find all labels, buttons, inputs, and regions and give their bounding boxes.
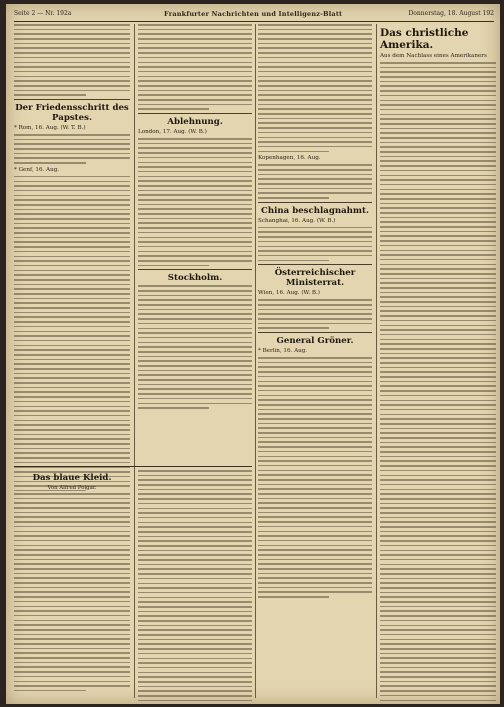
dateline: Wien, 16. Aug. (W. B.) [258, 290, 320, 297]
article-headline: General Gröner. [276, 336, 354, 347]
dateline: * Genf, 16. Aug. [14, 166, 60, 173]
feuilleton-rule [14, 466, 252, 467]
newspaper-title: Frankfurter Nachrichten und Intelligenz-Blatt [164, 10, 343, 18]
text-block [14, 24, 130, 96]
masthead [14, 7, 494, 22]
text-block [138, 138, 252, 266]
column-3 [258, 24, 372, 700]
text-block [258, 24, 372, 152]
article-headline: Stockholm. [167, 273, 223, 284]
dateline: Schanghai, 16. Aug. (W. B.) [258, 217, 336, 224]
feuilleton-headline: Das blaue Kleid. [32, 473, 112, 483]
column-rule [255, 24, 256, 698]
column-rule [134, 24, 135, 698]
feuilleton-column-2 [138, 470, 252, 704]
text-block [14, 176, 130, 492]
feuilleton-author: Von Alfred Polgar. [47, 485, 97, 491]
text-block [138, 470, 252, 704]
article-headline: Der Friedensschritt des Papstes. [15, 103, 129, 123]
text-block [138, 24, 252, 110]
text-block [258, 299, 372, 329]
article-headline: Das christliche Amerika. [380, 27, 469, 51]
dateline: London, 17. Aug. (W. B.) [138, 129, 207, 136]
text-block [14, 134, 130, 164]
text-block [258, 164, 372, 198]
article-subtitle: Aus dem Nachlass eines Amerikaners [380, 53, 487, 59]
article-headline: Ablehnung. [167, 117, 223, 128]
dateline: * Berlin, 16. Aug. [258, 348, 308, 355]
column-rule [376, 24, 377, 698]
issue-date: Donnerstag, 18. August 192 [408, 10, 494, 17]
newspaper-page [6, 4, 500, 704]
feuilleton-column-1 [14, 470, 130, 695]
page-number: Seite 2 — Nr. 192a [14, 10, 72, 17]
text-block [138, 285, 252, 408]
dateline: * Rom, 16. Aug. (W. T. B.) [14, 125, 86, 131]
dateline: Kopenhagen, 16. Aug. [258, 155, 321, 162]
article-headline: Österreichischer Ministerrat. [274, 268, 356, 289]
text-block [14, 493, 130, 691]
article-headline: China beschlagnahmt. [261, 205, 369, 216]
text-block [258, 357, 372, 598]
column-4 [380, 24, 496, 700]
text-block [258, 227, 372, 261]
text-block [380, 62, 496, 704]
